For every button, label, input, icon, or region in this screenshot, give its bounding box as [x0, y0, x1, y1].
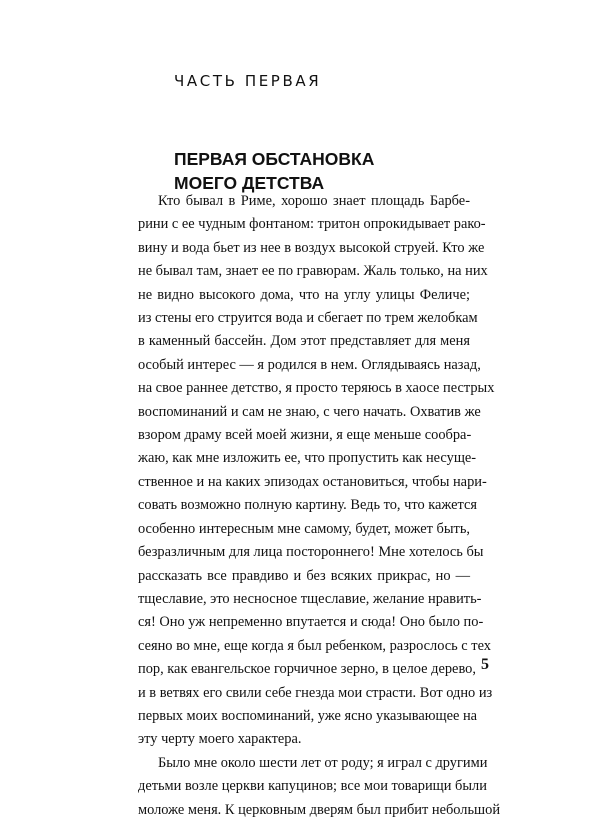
- text-line: жаю, как мне изложить ее, что пропустить как несуще-: [138, 450, 477, 467]
- text-line: особенно интересным мне самому, будет, может быть,: [138, 520, 470, 537]
- chapter-title-line: ПЕРВАЯ ОБСТАНОВКА: [174, 149, 375, 169]
- text-line: безразличным для лица постороннего! Мне хотелось бы: [138, 544, 484, 561]
- text-line: моложе меня. К церковным дверям был прибит небольшой: [138, 801, 501, 818]
- text-line: совать возможно полную картину. Ведь то, что кажется: [138, 497, 478, 514]
- text-line: эту черту моего характера.: [138, 731, 302, 748]
- text-line: Было мне около шести лет от роду; я играл с другими: [158, 754, 488, 771]
- text-line: ся! Оно уж непременно впутается и сюда! Оно было по-: [138, 614, 484, 631]
- text-line: ственное и на каких эпизодах остановиться, чтобы нари-: [138, 473, 487, 490]
- text-line: Кто бывал в Риме, хорошо знает площадь Барбе-: [158, 193, 470, 209]
- chapter-title-line: МОЕГО ДЕТСТВА: [174, 173, 325, 193]
- text-line: особый интерес — я родился в нем. Оглядываясь назад,: [138, 356, 481, 373]
- text-line: не видно высокого дома, что на углу улицы Феличе;: [138, 286, 470, 303]
- text-line: вину и вода бьет из нее в воздух высокой струей. Кто же: [138, 239, 485, 256]
- text-line: из стены его струится вода и сбегает по трем желобкам: [138, 310, 478, 327]
- text-line: первых моих воспоминаний, уже ясно указывающее на: [138, 707, 478, 724]
- text-line: сеяно во мне, еще когда я был ребенком, разрослось с тех: [138, 637, 491, 654]
- part-heading: ЧАСТЬ ПЕРВАЯ: [174, 72, 322, 90]
- text-line: и в ветвях его свили себе гнезда мои страсти. Вот одно из: [138, 684, 493, 701]
- text-line: рассказать все правдиво и без всяких прикрас, но —: [138, 567, 470, 584]
- text-line: на свое раннее детство, я просто теряюсь в хаосе пестрых: [138, 380, 495, 397]
- chapter-title: [174, 147, 374, 195]
- text-line: воспоминаний и сам не знаю, с чего начать. Охватив же: [138, 403, 481, 420]
- text-line: рини с ее чудным фонтаном: тритон опрокидывает рако-: [138, 216, 486, 233]
- text-line: в каменный бассейн. Дом этот представляет для меня: [138, 333, 470, 350]
- body-text: [138, 190, 501, 822]
- text-line: тщеславие, это несносное тщеславие, желание нравить-: [138, 590, 482, 607]
- text-line: взором драму всей моей жизни, я еще меньше сообра-: [138, 427, 472, 444]
- text-line: детьми возле церкви капуцинов; все мои товарищи были: [138, 778, 487, 795]
- text-line: не бывал там, знает ее по гравюрам. Жаль только, на них: [138, 263, 488, 280]
- page-number: 5: [481, 656, 489, 673]
- text-line: пор, как евангельское горчичное зерно, в целое дерево,: [138, 661, 476, 678]
